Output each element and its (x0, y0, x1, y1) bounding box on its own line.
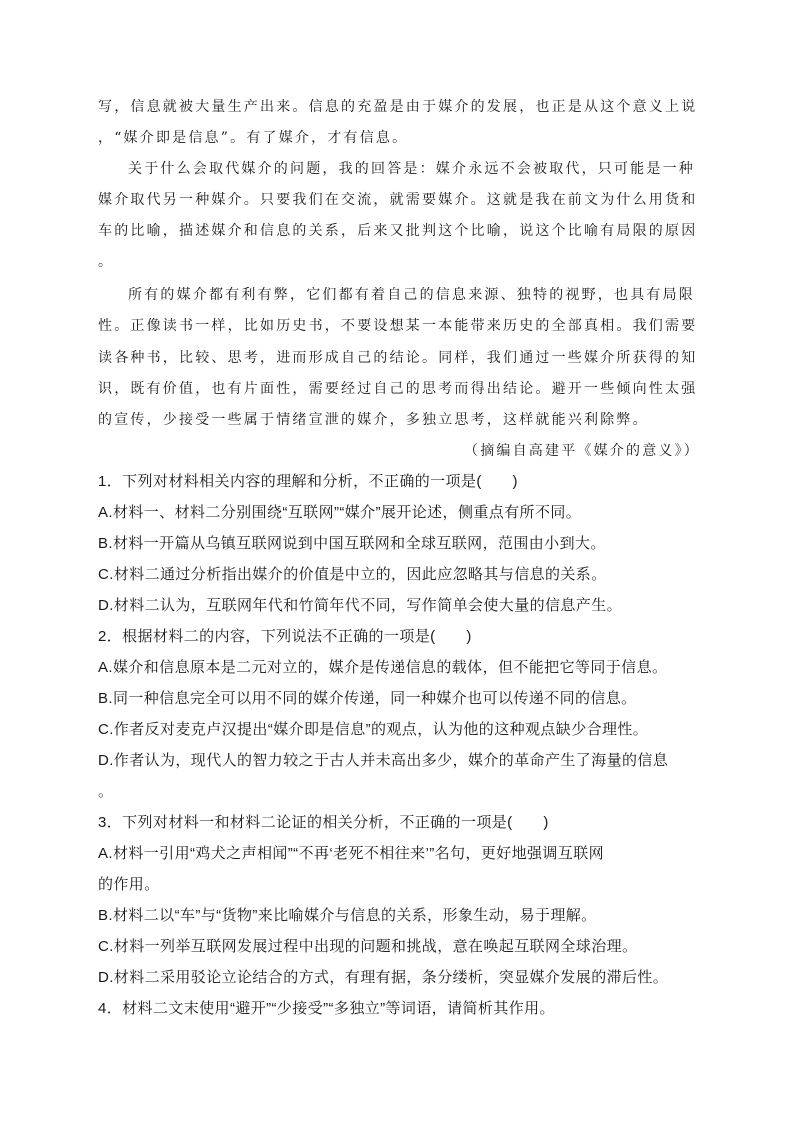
passage-line: 媒介取代另一种媒介。只要我们在交流，就需要媒介。这就是我在前文为什么用货和 (98, 192, 698, 208)
question-1-option-c: C.材料二通过分析指出媒介的价值是中立的，因此应忽略其与信息的关系。 (98, 566, 607, 583)
passage-line: 识，既有价值，也有片面性，需要经过自己的思考而得出结论。避开一些倾向性太强 (98, 381, 698, 397)
question-3-option-a: A.材料一引用“鸡犬之声相闻”“不再‘老死不相往来’”名句，更好地强调互联网 (98, 845, 605, 862)
question-3-option-b: B.材料二以“车”与“货物”来比喻媒介与信息的关系，形象生动，易于理解。 (98, 907, 597, 924)
question-2-option-d-continued: 。 (98, 783, 114, 800)
passage-line: 所有的媒介都有利有弊，它们都有着自己的信息来源、独特的视野，也具有局限 (128, 287, 695, 303)
passage-line: 关于什么会取代媒介的问题，我的回答是：媒介永远不会被取代，只可能是一种 (128, 161, 695, 177)
question-3-option-d: D.材料二采用驳论立论结合的方式，有理有据，条分缕析，突显媒介发展的滞后性。 (98, 969, 669, 986)
question-3-option-a-continued: 的作用。 (98, 876, 160, 893)
passage-line: 读各种书，比较、思考，进而形成自己的结论。同样，我们通过一些媒介所获得的知 (98, 350, 698, 366)
question-2-option-d: D.作者认为，现代人的智力较之于古人并未高出多少，媒介的革命产生了海量的信息 (98, 752, 669, 769)
question-2-option-b: B.同一种信息完全可以用不同的媒介传递，同一种媒介也可以传递不同的信息。 (98, 690, 637, 707)
question-3-stem: 3．下列对材料一和材料二论证的相关分析，不正确的一项是( ) (98, 814, 549, 831)
question-1-option-a: A.材料一、材料二分别围绕“互联网”“媒介”展开论述，侧重点有所不同。 (98, 504, 582, 521)
question-2-stem: 2．根据材料二的内容，下列说法不正确的一项是( ) (98, 628, 472, 645)
question-1-option-b: B.材料一开篇从乌镇互联网说到中国互联网和全球互联网，范围由小到大。 (98, 535, 606, 552)
question-1-option-d: D.材料二认为，互联网年代和竹简年代不同，写作简单会使大量的信息产生。 (98, 597, 623, 614)
question-2-option-a: A.媒介和信息原本是二元对立的，媒介是传递信息的载体，但不能把它等同于信息。 (98, 659, 668, 676)
question-1-stem: 1．下列对材料相关内容的理解和分析，不正确的一项是( ) (98, 473, 518, 490)
passage-line: ，“媒介即是信息”。有了媒介，才有信息。 (98, 130, 409, 146)
question-3-option-c: C.材料一列举互联网发展过程中出现的问题和挑战，意在唤起互联网全球治理。 (98, 938, 638, 955)
passage-line: 车的比喻，描述媒介和信息的关系，后来又批判这个比喻，说这个比喻有局限的原因 (98, 223, 698, 239)
passage-line: 。 (98, 254, 115, 270)
passage-line: 的宣传，少接受一些属于情绪宣泄的媒介，多独立思考，这样就能兴利除弊。 (98, 412, 649, 428)
passage-line: 写，信息就被大量生产出来。信息的充盈是由于媒介的发展，也正是从这个意义上说 (98, 99, 698, 115)
question-2-option-c: C.作者反对麦克卢汉提出“媒介即是信息”的观点，认为他的这种观点缺少合理性。 (98, 721, 649, 738)
passage-source: （摘编自高建平《媒介的意义》） (464, 443, 700, 459)
question-4-stem: 4．材料二文末使用“避开”“少接受”“多独立”等词语，请简析其作用。 (98, 1000, 555, 1017)
passage-line: 性。正像读书一样，比如历史书，不要设想某一本能带来历史的全部真相。我们需要 (98, 318, 698, 334)
